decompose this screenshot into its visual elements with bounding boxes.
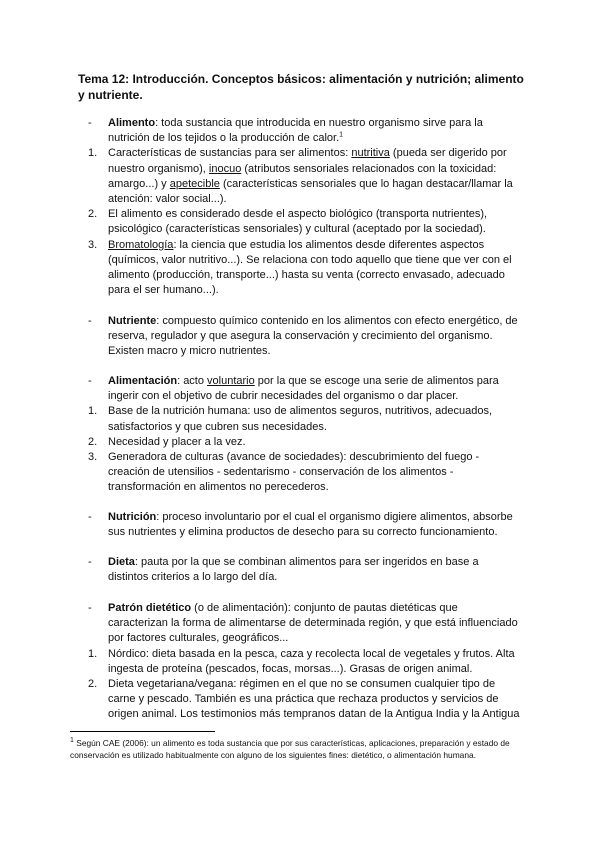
section-dieta bbox=[80, 555, 520, 585]
item-text: (características sensoriales que lo hagan destacar/llamar la atención: valor social...). bbox=[108, 177, 513, 206]
list-item bbox=[80, 404, 520, 434]
page-title: Tema 12: Introducción. Conceptos básicos: alimentación y nutrición; alimento y nutriente. bbox=[78, 72, 524, 102]
footnote-divider bbox=[70, 731, 215, 732]
list-number: 3. bbox=[88, 451, 98, 464]
underlined-term: Bromatología bbox=[108, 238, 174, 251]
section-patron bbox=[80, 601, 520, 723]
bullet-dash: - bbox=[88, 117, 92, 129]
item-text: Dieta vegetariana/vegana: régimen en el que no se consumen cualquier tipo de carne y pescado. También es una práctica que rechaza productos y servicios de origen animal. Los testimonios más tempranos datan de la Antigua India y la Antigua bbox=[108, 678, 520, 721]
list-number: 2. bbox=[88, 678, 98, 691]
list-item bbox=[80, 374, 520, 404]
bullet-dash: - bbox=[88, 315, 92, 327]
list-item bbox=[80, 677, 520, 723]
underlined-term: apetecible bbox=[169, 177, 220, 190]
definition: por la que se escoge una serie de alimentos para ingerir con el objetivo de cubrir necesidades del organismo o dar placer. bbox=[108, 375, 499, 403]
definition: : proceso involuntario por el cual el organismo digiere alimentos, absorbe sus nutrientes y elimina productos de desecho para su correcto funcionamiento. bbox=[108, 511, 513, 539]
underlined-term: nutritiva bbox=[351, 147, 390, 160]
list-item bbox=[80, 601, 520, 647]
item-text: Características de sustancias para ser alimentos: bbox=[108, 147, 352, 160]
list-item bbox=[80, 314, 520, 360]
item-text: Nórdico: dieta basada en la pesca, caza y recolecta local de vegetales y frutos. Alta ingesta de proteína (pescados, focas, morsas...). Grasas de origen animal. bbox=[108, 647, 515, 675]
item-text: (pueda ser digerido por nuestro organismo), bbox=[108, 147, 507, 175]
list-number: 2. bbox=[88, 208, 98, 221]
underlined-term: inocuo bbox=[208, 162, 242, 175]
bullet-dash: - bbox=[88, 602, 92, 614]
list-item bbox=[80, 647, 520, 677]
list-item bbox=[80, 116, 520, 146]
item-text: : la ciencia que estudia los alimentos desde diferentes aspectos (químicos, valor nutritivo...). Se relaciona con todo aquello que tiene que ver con el alimento (producción, transporte...) hasta su venta (correcto envasado, adecuado para el ser humano...). bbox=[108, 238, 512, 297]
section-nutricion bbox=[80, 510, 520, 540]
item-text: Generadora de culturas (avance de sociedades): descubrimiento del fuego - creación de utensilios - sedentarismo - conservación de los alimentos - transformación en alimentos no perecederos. bbox=[108, 451, 480, 494]
item-text: Necesidad y placer a la vez. bbox=[108, 435, 246, 448]
section-nutriente bbox=[80, 314, 520, 360]
definition: : toda sustancia que introducida en nuestro organismo sirve para la nutrición de los tejidos o la producción de calor. bbox=[108, 117, 483, 145]
term-alimentacion: Alimentación bbox=[108, 375, 178, 387]
footnote bbox=[70, 737, 530, 761]
bullet-dash: - bbox=[88, 511, 92, 523]
list-item bbox=[80, 207, 520, 237]
list-number: 2. bbox=[88, 435, 98, 448]
definition: : acto bbox=[177, 375, 208, 387]
section-alimento bbox=[80, 116, 520, 298]
bullet-dash: - bbox=[88, 375, 92, 387]
section-alimentacion bbox=[80, 374, 520, 496]
term-nutricion: Nutrición bbox=[108, 511, 157, 523]
bullet-dash: - bbox=[88, 556, 92, 568]
list-item bbox=[80, 238, 520, 299]
footnote-number: 1 bbox=[70, 737, 74, 745]
underlined-term: voluntario bbox=[207, 375, 255, 387]
list-number: 1. bbox=[88, 147, 98, 160]
list-item bbox=[80, 146, 520, 207]
item-text: El alimento es considerado desde el aspecto biológico (transporta nutrientes), psicológico (características sensoriales) y cultural (aceptado por la sociedad). bbox=[108, 208, 488, 236]
definition: (o de alimentación): conjunto de pautas dietéticas que caracterizan la forma de alimentarse de determinada región, y que está influenciado por factores culturales, geográficos... bbox=[108, 602, 518, 645]
footnote-text: Según CAE (2006): un alimento es toda sustancia que por sus características, aplicaciones, preparación y estado de conservación es utilizado habitualmente con alguno de los siguientes fines: dietético, o alimentación humana. bbox=[70, 738, 510, 761]
item-text: Base de la nutrición humana: uso de alimentos seguros, nutritivos, adecuados, satisfactorios y que cubren sus necesidades. bbox=[108, 405, 493, 433]
list-item bbox=[80, 450, 520, 496]
list-item bbox=[80, 510, 520, 540]
list-item bbox=[80, 435, 520, 450]
term-alimento: Alimento bbox=[108, 117, 156, 129]
term-nutriente: Nutriente bbox=[108, 315, 157, 327]
footnote-ref[interactable]: 1 bbox=[339, 131, 344, 139]
term-dieta: Dieta bbox=[108, 556, 135, 568]
item-text: (atributos sensoriales relacionados con la toxicidad: amargo...) y bbox=[108, 162, 497, 190]
term-patron: Patrón dietético bbox=[108, 602, 192, 614]
list-number: 1. bbox=[88, 405, 98, 418]
list-item bbox=[80, 555, 520, 585]
definition: : pauta por la que se combinan alimentos para ser ingeridos en base a distintos criterios a lo largo del día. bbox=[108, 556, 479, 584]
list-number: 3. bbox=[88, 238, 98, 251]
list-number: 1. bbox=[88, 647, 98, 660]
definition: : compuesto químico contenido en los alimentos con efecto energético, de reserva, regulador y que asegura la conservación y crecimiento del organismo. Existen macro y micro nutrientes. bbox=[108, 315, 518, 358]
